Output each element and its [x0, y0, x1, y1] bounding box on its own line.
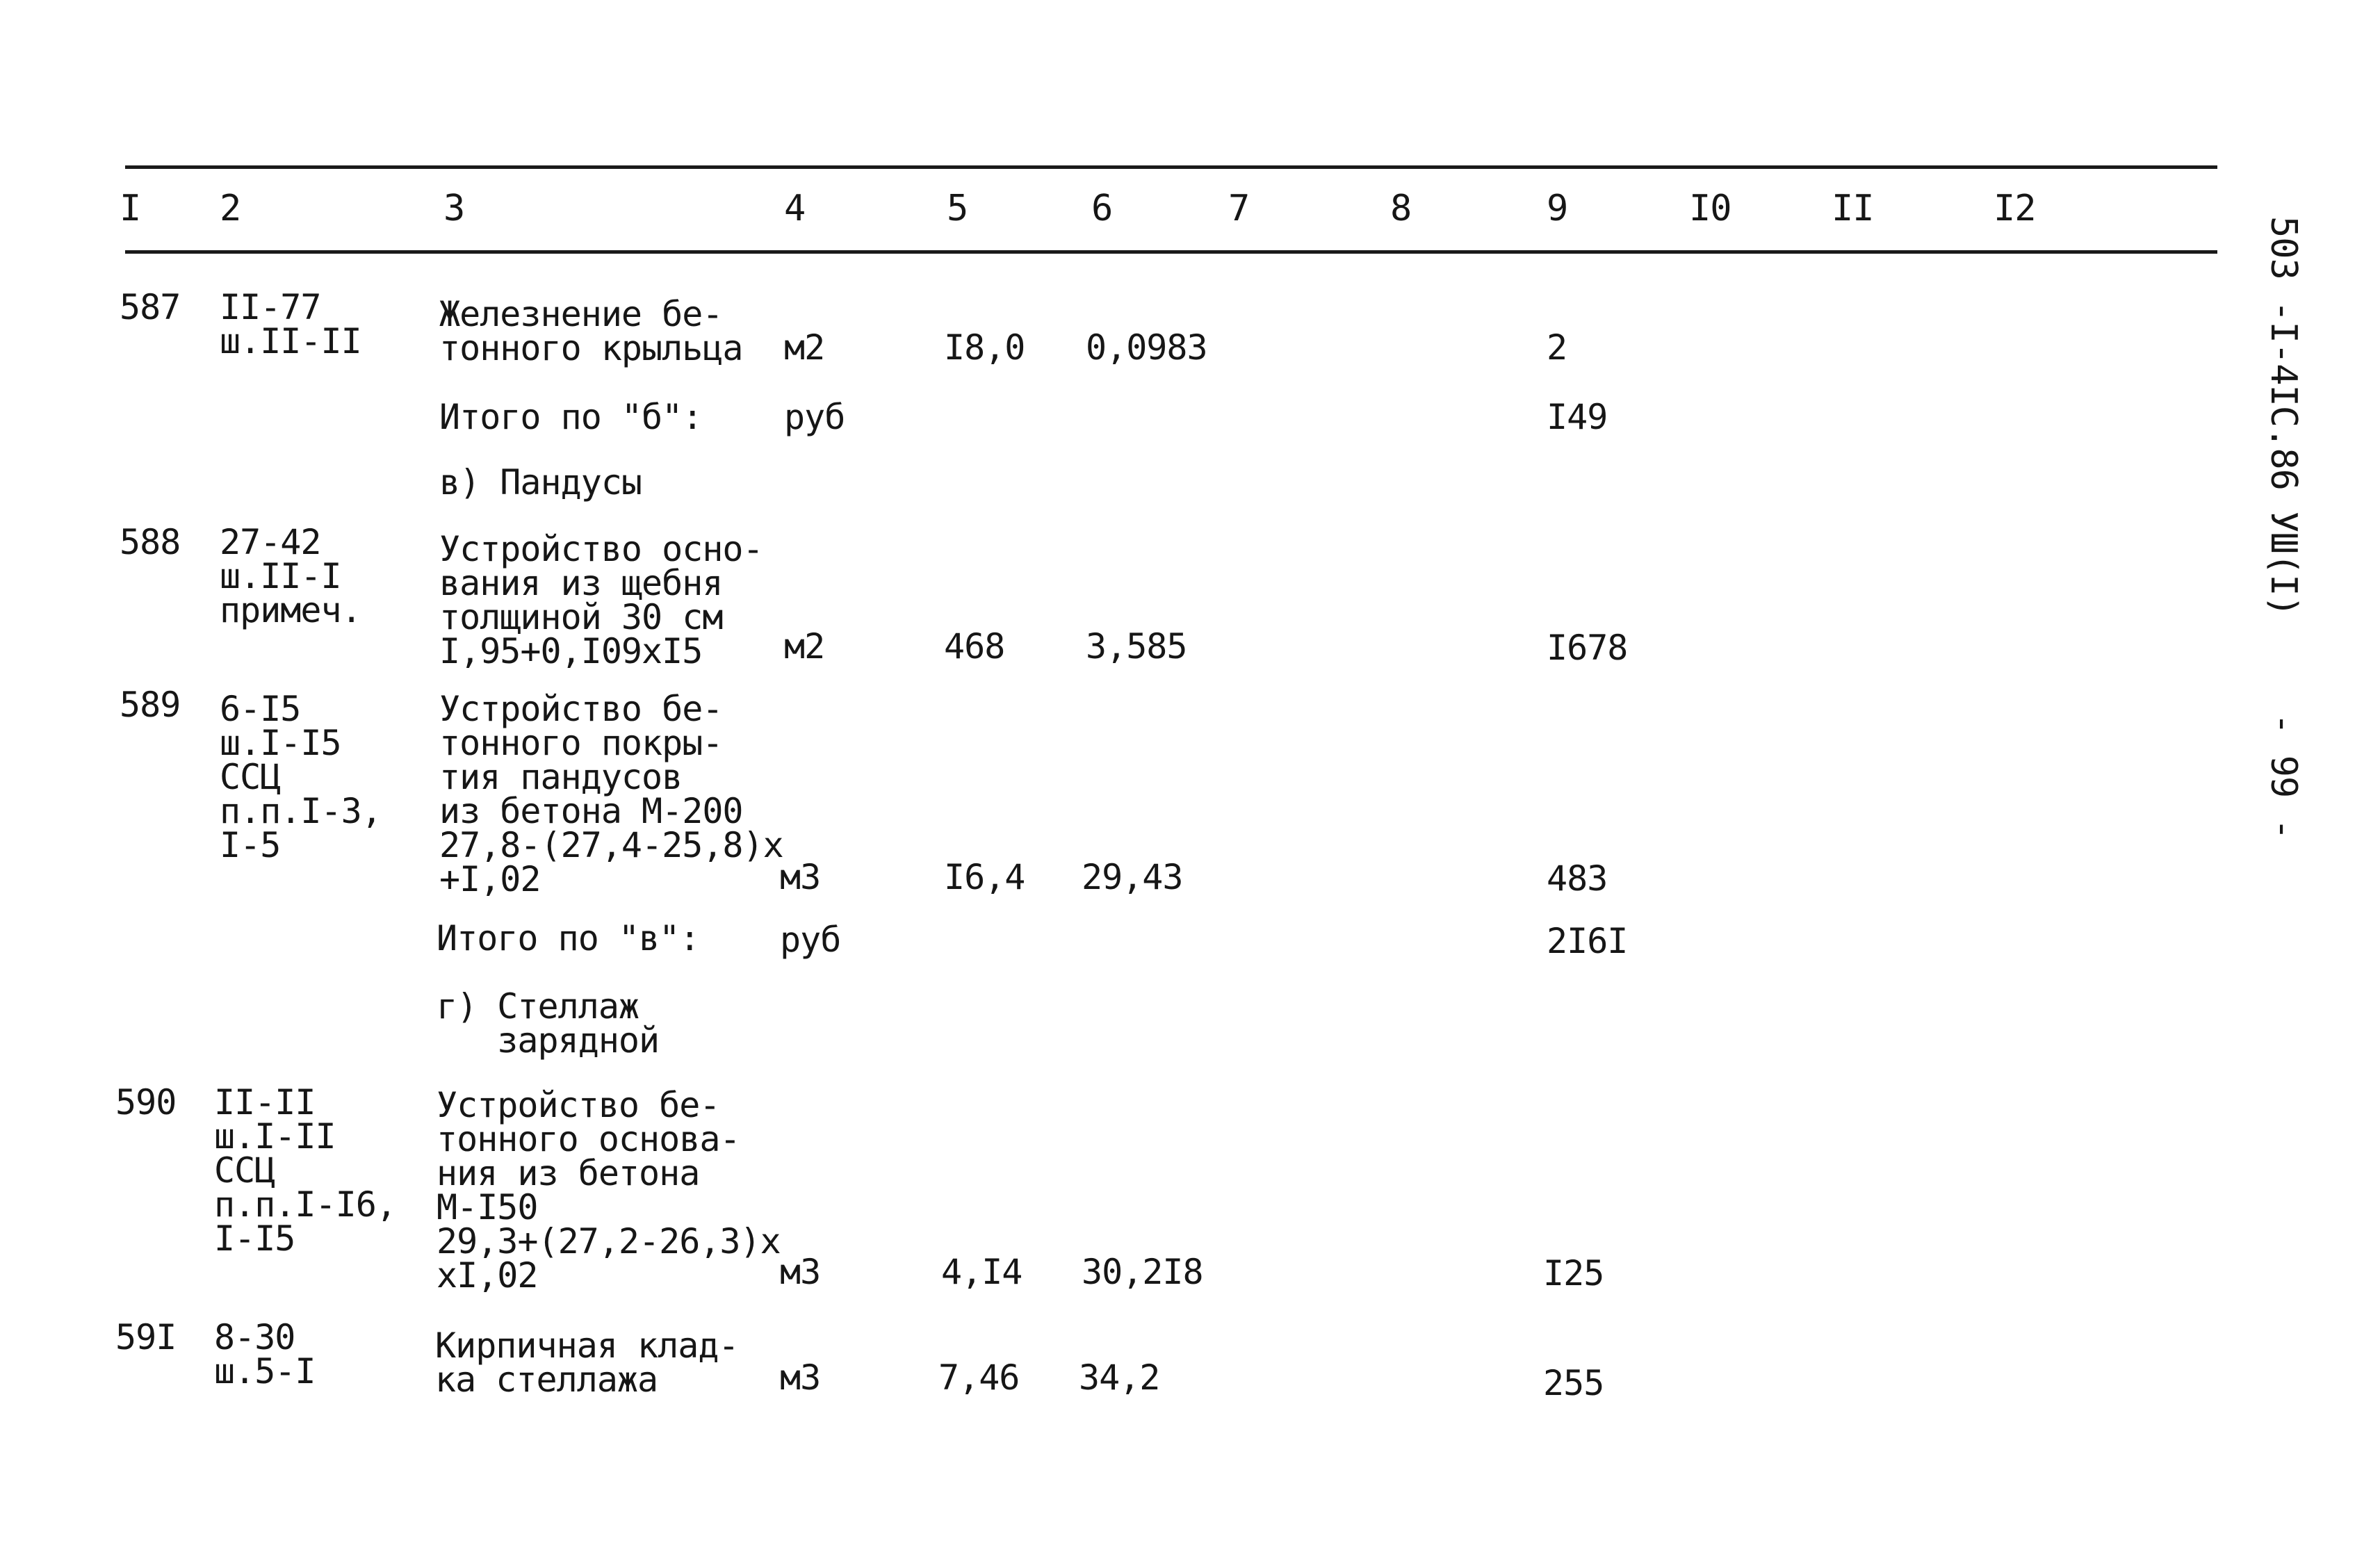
- work-description: Устройство бе- тонного основа- ния из бетона М-I50 29,3+(27,2-26,3)х хI,02: [437, 1085, 781, 1296]
- row-number: 588: [120, 522, 181, 562]
- unit: м3: [780, 1357, 821, 1398]
- col-header-1: I: [120, 188, 141, 229]
- subtotal-value: 2I6I: [1547, 921, 1628, 961]
- subtotal-unit: руб: [784, 397, 845, 437]
- work-description: Устройство бе- тонного покры- тия пандусов из бетона М-200 27,8-(27,4-25,8)х +I,02: [439, 689, 783, 899]
- row-number: 589: [120, 685, 181, 725]
- quantity: 4,I4: [941, 1252, 1022, 1292]
- page-number: - 99 -: [2263, 713, 2304, 840]
- document-code: 503 -I-4IC.86 УШ(I): [2263, 215, 2304, 617]
- col-header-2: 2: [220, 188, 241, 229]
- total-cost: 255: [1543, 1363, 1604, 1403]
- subtotal-unit: руб: [780, 920, 841, 960]
- unit-price: 0,0983: [1086, 327, 1207, 368]
- col-header-10: I0: [1689, 188, 1731, 229]
- work-description: Железнение бе- тонного крыльца: [439, 294, 743, 368]
- row-number: 590: [115, 1082, 177, 1123]
- col-header-11: II: [1832, 188, 1874, 229]
- work-description: Кирпичная клад- ка стеллажа: [435, 1325, 739, 1400]
- unit: м2: [784, 327, 825, 368]
- col-header-7: 7: [1228, 188, 1250, 229]
- norm-code: 27-42 ш.II-I примеч.: [220, 522, 361, 630]
- quantity: 468: [944, 626, 1005, 667]
- total-cost: I25: [1543, 1253, 1604, 1293]
- subtotal-label: Итого по "б":: [439, 397, 703, 437]
- unit: м3: [780, 857, 821, 897]
- subtotal-label: Итого по "в":: [437, 918, 700, 958]
- total-cost: 483: [1547, 858, 1608, 899]
- quantity: I8,0: [944, 327, 1025, 368]
- total-cost: 2: [1547, 327, 1567, 368]
- col-header-5: 5: [947, 188, 968, 229]
- section-heading: г) Стеллаж зарядной: [437, 986, 660, 1061]
- section-heading: в) Пандусы: [439, 462, 642, 503]
- col-header-6: 6: [1091, 188, 1113, 229]
- unit-price: 30,2I8: [1082, 1252, 1203, 1292]
- header-rule: [125, 250, 2217, 254]
- norm-code: II-II ш.I-II ССЦ п.п.I-I6, I-I5: [214, 1082, 396, 1259]
- work-description: Устройство осно- вания из щебня толщиной 30 см I,95+0,I09хI5: [439, 529, 763, 671]
- col-header-3: 3: [443, 188, 465, 229]
- unit: м2: [784, 626, 825, 667]
- side-label: [2263, 174, 2346, 840]
- subtotal-value: I49: [1547, 397, 1608, 437]
- col-header-4: 4: [784, 188, 806, 229]
- unit-price: 29,43: [1082, 857, 1183, 897]
- col-header-9: 9: [1547, 188, 1568, 229]
- top-rule: [125, 165, 2217, 169]
- total-cost: I678: [1547, 628, 1628, 668]
- quantity: I6,4: [944, 857, 1025, 897]
- quantity: 7,46: [938, 1357, 1020, 1398]
- unit-price: 34,2: [1079, 1357, 1160, 1398]
- norm-code: 8-30 ш.5-I: [214, 1317, 316, 1391]
- norm-code: 6-I5 ш.I-I5 ССЦ п.п.I-3, I-5: [220, 689, 382, 865]
- norm-code: II-77 ш.II-II: [220, 287, 361, 361]
- unit-price: 3,585: [1086, 626, 1187, 667]
- row-number: 59I: [115, 1317, 177, 1357]
- row-number: 587: [120, 287, 181, 327]
- col-header-12: I2: [1994, 188, 2036, 229]
- col-header-8: 8: [1390, 188, 1412, 229]
- unit: м3: [780, 1252, 821, 1292]
